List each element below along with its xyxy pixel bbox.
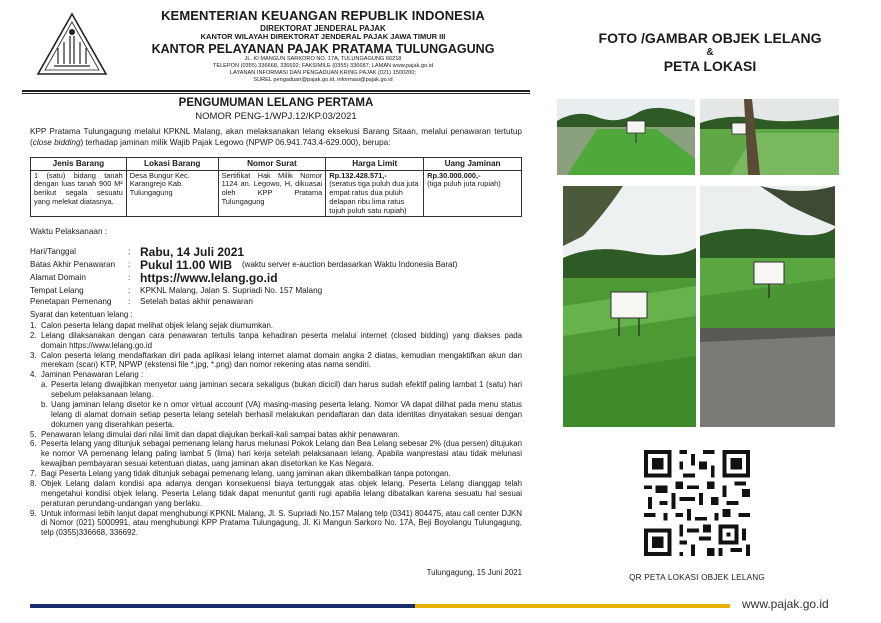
term-number: 2. xyxy=(30,330,37,340)
term-subitem xyxy=(30,380,522,400)
term-item xyxy=(30,331,522,351)
schedule-extra: (waktu server e-auction berdasarkan Waktu Indonesia Barat) xyxy=(242,260,458,269)
cell-harga xyxy=(326,170,424,217)
ministry-emblem-icon xyxy=(36,12,108,78)
term-number: 3. xyxy=(30,350,37,360)
table-header-row xyxy=(31,158,522,171)
qr-caption: QR PETA LOKASI OBJEK LELANG xyxy=(629,573,765,582)
term-number: 9. xyxy=(30,508,37,518)
term-number: 5. xyxy=(30,429,37,439)
term-item xyxy=(30,439,522,469)
term-text: Calon peserta lelang dapat melihat objek lelang sejak diumumkan. xyxy=(41,320,274,330)
announcement-number: NOMOR PENG-1/WPJ.12/KP.03/2021 xyxy=(195,111,357,122)
term-text: Objek Lelang dalam kondisi apa adanya dengan konsekuensi biaya tertunggak atas objek lelang. Peserta Lelang dianggap telah mengetahui kondisi objek lelang. Peserta Lelang tidak dapat menuntut ganti rugi apabila lelang dibatalkan karena sesuatu hal sesuai peraturan perundang-undangan yang berlaku. xyxy=(41,478,522,508)
office-email: SUREL pengaduan@pajak.go.id, informasi@pajak.go.id xyxy=(253,77,393,84)
auction-lot-table xyxy=(30,157,522,217)
term-subitem xyxy=(30,400,522,430)
term-text: Penawaran lelang dimulai dari nilai limit dan dapat diajukan berkali-kali sampai batas akhir penawaran. xyxy=(41,429,400,439)
term-item xyxy=(30,430,522,440)
term-item xyxy=(30,509,522,539)
letterhead-rule xyxy=(22,90,530,92)
intro-italic: close bidding xyxy=(32,138,81,148)
tax-office-name: KANTOR PELAYANAN PAJAK PRATAMA TULUNGAGUNG xyxy=(151,41,495,56)
intro-end: ) terhadap jaminan milik Wajib Pajak Legowo (NPWP 06.941.743.4-629.000), berupa: xyxy=(80,138,391,148)
term-text: Calon peserta lelang mendaftarkan diri pada aplikasi lelang internet alamat domain angka 2 diatas, kemudian mengaktifkan akun dan merekam (scan) KTP, NPWP (ekstensi file *.jpg, *.png) dan nomor rekening atas nama sendiri. xyxy=(41,350,522,370)
schedule-colon: : xyxy=(128,297,131,306)
schedule-label: Waktu Pelaksanaan : xyxy=(30,227,108,236)
term-text: Bagi Peserta Lelang yang tidak ditunjuk sebagai pemenang lelang, uang jaminan akan dikembalikan tanpa potongan. xyxy=(41,469,451,478)
header-nomor: Nomor Surat xyxy=(218,158,326,171)
schedule-value: Rabu, 14 Juli 2021 xyxy=(140,245,245,259)
announcement-title: PENGUMUMAN LELANG PERTAMA xyxy=(178,97,374,109)
land-photo-3 xyxy=(563,186,696,427)
harga-value: Rp.132.428.571,- xyxy=(329,170,387,180)
term-number: 1. xyxy=(30,320,37,330)
regional-office-name: KANTOR WILAYAH DIREKTORAT JENDERAL PAJAK JAWA TIMUR III xyxy=(200,32,446,42)
term-text: Lelang dilaksanakan dengan cara penawaran tertulis tanpa kehadiran peserta melalui internet (closed bidding) yang diakses pada domain https://www.lelang.go.id xyxy=(41,330,522,350)
term-number: 7. xyxy=(30,469,37,478)
term-number: 6. xyxy=(30,439,37,449)
header-jaminan: Uang Jaminan xyxy=(424,158,522,171)
schedule-key: Alamat Domain xyxy=(30,273,86,282)
directorate-name: DIREKTORAT JENDERAL PAJAK xyxy=(260,23,386,33)
schedule-key: Tempat Lelang xyxy=(30,286,84,295)
footer-website-link[interactable]: www.pajak.go.id xyxy=(742,597,829,611)
subitem-text: Uang jaminan lelang disetor ke n omor virtual account (VA) masing-masing peserta lelang. Nomor VA dapat dilihat pada menu status lelang di alamat domain setiap peserta lelang setelah berhasil melakukan pendaftaran dan data identitas dinyatakan sesuai dengan dokumen yang diserahkan peserta. xyxy=(51,399,522,429)
ministry-name: KEMENTERIAN KEUANGAN REPUBLIK INDONESIA xyxy=(161,8,485,23)
land-photo-4 xyxy=(700,186,835,427)
term-item xyxy=(30,469,522,479)
harga-words: (seratus tiga puluh dua juta empat ratus dua puluh delapan ribu lima ratus tujuh puluh satu rupiah) xyxy=(329,179,419,215)
letterhead xyxy=(118,9,528,84)
term-item xyxy=(30,479,522,509)
office-address: JL. KI MANGUN SARKORO NO. 17A, TULUNGAGUNG 66218 xyxy=(244,56,402,63)
header-lokasi: Lokasi Barang xyxy=(126,158,218,171)
photo-title-ampersand: & xyxy=(706,46,714,58)
jaminan-value: Rp.30.000.000,- xyxy=(427,170,481,180)
term-number: 8. xyxy=(30,478,37,488)
schedule-value: KPKNL Malang, Jalan S. Supriadi No. 157 Malang xyxy=(140,286,323,295)
term-text: Peserta lelang yang ditunjuk sebagai pemenang lelang harus melunasi Pokok Lelang dan Bea Lelang sebesar 2% (dua persen) ditujukan ke nomor VA pemenang lelang paling lambat 5 (lima) hari kerja setelah pelaksanaan lelang. Apabila wanprestasi atau tidak melunasi kewajiban pembayaran sesuai ketentuan diatas, uang jaminan akan disetorkan ke Kas Negara. xyxy=(41,439,522,469)
footer-bar xyxy=(30,604,730,608)
term-number: 4. xyxy=(30,370,37,380)
header-jenis: Jenis Barang xyxy=(31,158,127,171)
closing-date: Tulungagung, 15 Juni 2021 xyxy=(426,568,522,577)
term-text: Jaminan Penawaran Lelang : xyxy=(41,370,144,380)
term-item xyxy=(30,370,522,380)
location-qr-code[interactable] xyxy=(640,446,754,560)
photo-title-line1: FOTO /GAMBAR OBJEK LELANG xyxy=(598,30,822,46)
cell-jaminan xyxy=(424,170,522,217)
schedule-colon: : xyxy=(128,273,131,282)
schedule-key: Hari/Tanggal xyxy=(30,247,76,256)
office-phone: TELEPON (0355) 336668, 336692; FAKSIMILE (0355) 336687; LAMAN www.pajak.go.id xyxy=(212,63,434,70)
announcement-intro xyxy=(30,126,522,148)
cell-lokasi: Desa Bungur Kec. Karangrejo Kab. Tulungagung xyxy=(126,170,218,217)
subitem-letter: b. xyxy=(41,399,48,409)
table-row xyxy=(31,170,522,217)
photo-section-title xyxy=(555,30,865,75)
letterhead-rule-thin xyxy=(22,93,530,94)
schedule-key: Penetapan Pemenang xyxy=(30,297,112,306)
schedule-value: Setelah batas akhir penawaran xyxy=(140,297,253,306)
term-item xyxy=(30,321,522,331)
cell-nomor: Sertifikat Hak Milik Nomor 1124 an. Legowo, H, dikuasai oleh KPP Pratama Tulungagung xyxy=(218,170,326,217)
schedule-colon: : xyxy=(128,260,131,269)
term-text: Untuk informasi lebih lanjut dapat menghubungi KPKNL Malang, Jl. S. Supriadi No.157 Malang telp (0341) 804475, atau call center DJKN di Nomor (021) 5000991, atau menghubungi KPP Pratama Tulungagung, Jl. Ki Mangun Sarkoro No. 17A, Beji Boyolangu Tulungagung, telp (0355)336668, 336692. xyxy=(41,508,522,538)
schedule-colon: : xyxy=(128,286,131,295)
cell-jenis: 1 (satu) bidang tanah dengan luas tanah 900 M² berikut segala sesuatu yang melekat diatasnya. xyxy=(31,170,127,217)
header-harga: Harga Limit xyxy=(326,158,424,171)
subitem-text: Peserta lelang diwajibkan menyetor uang jaminan secara sekaligus (bukan dicicil) dan harus sudah efektif paling lambat 1 (satu) hari sebelum pelaksanaan lelang. xyxy=(51,380,522,399)
terms-section xyxy=(30,310,522,538)
land-photo-1 xyxy=(557,99,695,175)
subitem-letter: a. xyxy=(41,380,48,390)
auction-domain-link[interactable]: https://www.lelang.go.id xyxy=(140,271,278,285)
schedule-value: Pukul 11.00 WIB xyxy=(140,258,233,272)
photo-title-line2: PETA LOKASI xyxy=(663,57,757,74)
schedule-colon: : xyxy=(128,247,131,256)
terms-heading: Syarat dan ketentuan lelang : xyxy=(30,310,133,319)
schedule-key: Batas Akhir Penawaran xyxy=(30,260,116,269)
intro-start: KPP Pratama Tulungagung melalui KPKNL Malang, akan melaksanakan lelang eksekusi Barang Sitaan, melalui penawaran tertutup ( xyxy=(30,127,522,148)
land-photo-2 xyxy=(700,99,839,175)
office-service: LAYANAN INFORMASI DAN PENGADUAN KRING PAJAK (021) 1500200; xyxy=(230,70,416,77)
term-item xyxy=(30,351,522,371)
jaminan-words: (tiga puluh juta rupiah) xyxy=(427,179,501,189)
